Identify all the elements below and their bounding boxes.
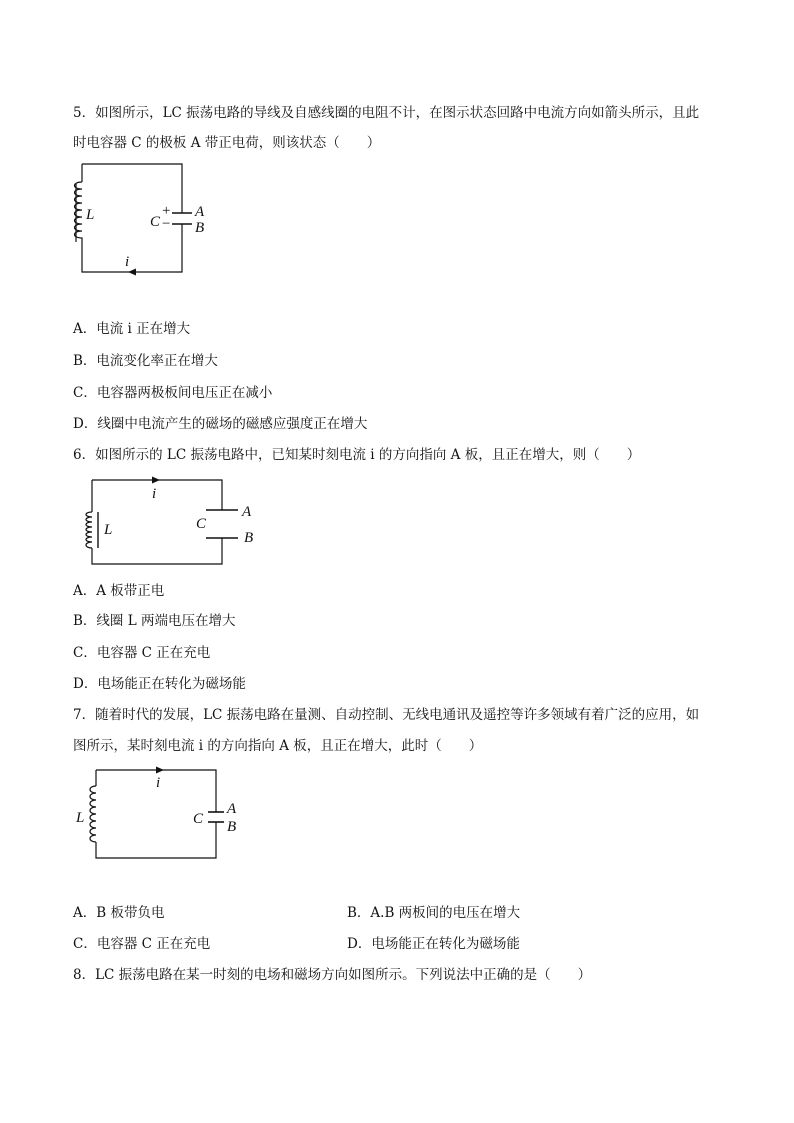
q5-stem-line2: 时电容器 C 的极板 A 带正电荷，则该状态（ ） — [73, 135, 381, 151]
q6-option-c: C．电容器 C 正在充电 — [73, 645, 211, 661]
q7-circuit-diagram — [72, 764, 252, 862]
q7-option-b: B．A.B 两板间的电压在增大 — [347, 905, 521, 921]
q5-minus-sign: − — [162, 216, 171, 232]
q7-option-c: C．电容器 C 正在充电 — [73, 936, 211, 952]
q5-current-label: i — [125, 254, 130, 270]
q6-circuit-diagram — [82, 474, 272, 570]
q5-circuit-diagram — [70, 158, 220, 280]
q7-current-label: i — [156, 775, 161, 791]
q6-current-label: i — [152, 486, 157, 502]
q6-stem-line1: 6．如图所示的 LC 振荡电路中，已知某时刻电流 i 的方向指向 A 板，且正在增大，则（ ） — [73, 447, 641, 463]
q7-stem-line1: 7．随着时代的发展，LC 振荡电路在量测、自动控制、无线电通讯及遥控等许多领域有着广泛的应用，如 — [73, 707, 700, 723]
q7-capacitor-label: C — [193, 811, 204, 827]
q7-option-a: A．B 板带负电 — [73, 905, 165, 921]
q8-stem-line1: 8．LC 振荡电路在某一时刻的电场和磁场方向如图所示。下列说法中正确的是（ ） — [73, 967, 592, 983]
q5-plus-sign: + — [162, 203, 171, 219]
q5-capacitor-label: C — [150, 214, 161, 230]
q7-coil-label: L — [76, 810, 85, 826]
q5-stem-line1: 5．如图所示，LC 振荡电路的导线及自感线圈的电阻不计，在图示状态回路中电流方向如箭头所示，且此 — [73, 105, 700, 121]
q5-plate-a-label: A — [195, 204, 205, 220]
q5-option-d: D．线圈中电流产生的磁场的磁感应强度正在增大 — [73, 416, 368, 432]
q6-capacitor-label: C — [196, 516, 207, 532]
q7-option-d: D．电场能正在转化为磁场能 — [347, 936, 520, 952]
q6-plate-a-label: A — [242, 504, 252, 520]
q5-option-a: A．电流 i 正在增大 — [73, 321, 191, 337]
q6-option-b: B．线圈 L 两端电压在增大 — [73, 613, 236, 629]
q6-coil-label: L — [104, 522, 113, 538]
q5-plate-b-label: B — [195, 220, 205, 236]
q7-plate-a-label: A — [227, 801, 237, 817]
q5-option-c: C．电容器两极板间电压正在减小 — [73, 385, 273, 401]
q7-plate-b-label: B — [227, 819, 237, 835]
q5-coil-label: L — [86, 207, 95, 223]
q6-option-d: D．电场能正在转化为磁场能 — [73, 676, 246, 692]
q5-option-b: B．电流变化率正在增大 — [73, 353, 218, 369]
q6-plate-b-label: B — [244, 530, 254, 546]
q7-stem-line2: 图所示，某时刻电流 i 的方向指向 A 板，且正在增大，此时（ ） — [73, 738, 483, 754]
q6-option-a: A．A 板带正电 — [73, 583, 165, 599]
